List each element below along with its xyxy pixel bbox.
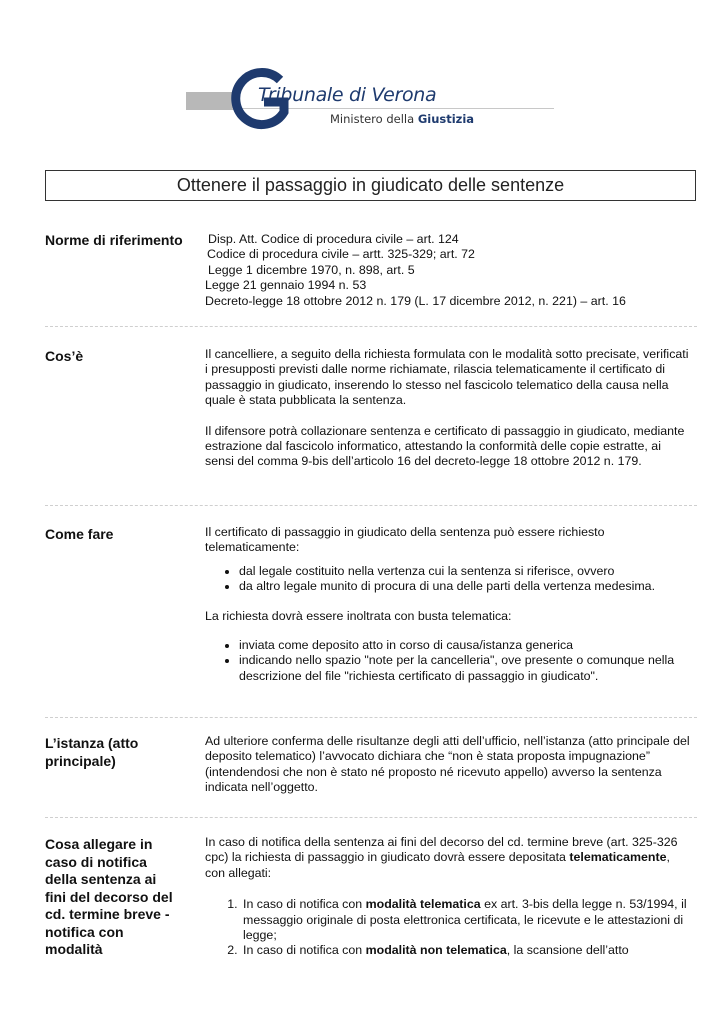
- section-content-istanza: [205, 734, 700, 796]
- norme-line: Legge 1 dicembre 1970, n. 898, art. 5: [208, 262, 415, 277]
- brand-subtitle: Ministero della Giustizia: [330, 112, 475, 126]
- section-content-cose: [205, 347, 691, 470]
- page-title: [45, 170, 696, 201]
- section-divider: [45, 505, 697, 506]
- section-label-cose: Cos’è: [45, 348, 84, 364]
- tribunale-logo: [186, 68, 556, 138]
- section-divider: [45, 817, 697, 818]
- norme-line: Disp. Att. Codice di procedura civile – art. 124: [208, 232, 459, 246]
- allegare-intro: In caso di notifica della sentenza ai fini del decorso del cd. termine breve (art. 325-326 cpc) la richiesta di passaggio in giudicato dovrà essere depositata telematicamente, con allegati:: [205, 835, 678, 880]
- section-content-allegare: [205, 835, 687, 959]
- section-label-norme: Norme di riferimento: [45, 232, 183, 248]
- cose-paragraph: Il cancelliere, a seguito della richiesta formulata con le modalità sotto precisate, verificati i presupposti previsti dalle norme richiamate, rilascia telematicamente il certificato di passaggio in giudicato, inserendo lo stesso nel fascicolo telematico della causa nella quale è stata pubblicata la sentenza.: [205, 347, 689, 408]
- list-item: 2. In caso di notifica con modalità non telematica, la scansione dell’atto: [241, 943, 687, 958]
- section-content-come-fare: [205, 525, 700, 692]
- come-fare-intro: Il certificato di passaggio in giudicato della sentenza può essere richiesto telematicamente:: [205, 525, 605, 555]
- list-item: • dal legale costituito nella vertenza cui la sentenza si riferisce, ovvero: [239, 564, 700, 579]
- come-fare-list-1: [205, 564, 700, 595]
- list-item: • indicando nello spazio "note per la cancelleria", ove presente o comunque nella descrizione del file "richiesta certificato di passaggio in giudicato".: [239, 653, 700, 684]
- come-fare-middle: La richiesta dovrà essere inoltrata con busta telematica:: [205, 608, 512, 623]
- section-divider: [45, 326, 697, 327]
- section-label-istanza: L’istanza (atto principale): [45, 735, 139, 769]
- section-label-allegare: Cosa allegare in caso di notifica della sentenza ai fini del decorso del cd. termine breve - notifica con modalità: [45, 836, 173, 957]
- come-fare-list-2: [205, 638, 700, 684]
- list-item: 1. In caso di notifica con modalità telematica ex art. 3-bis della legge n. 53/1994, il messaggio originale di posta elettronica certificata, le ricevute e le attestazioni di legge;: [241, 897, 687, 943]
- page-title-text: Ottenere il passaggio in giudicato delle sentenze: [176, 175, 565, 195]
- norme-line: Legge 21 gennaio 1994 n. 53: [205, 278, 367, 293]
- norme-line: Codice di procedura civile – artt. 325-329; art. 72: [207, 247, 475, 262]
- allegare-list: [205, 897, 687, 959]
- list-item: • inviata come deposito atto in corso di causa/istanza generica: [239, 638, 700, 653]
- norme-line: Decreto-legge 18 ottobre 2012 n. 179 (L. 17 dicembre 2012, n. 221) – art. 16: [205, 293, 626, 308]
- list-item: • da altro legale munito di procura di una delle parti della vertenza medesima.: [239, 579, 700, 594]
- cose-paragraph: Il difensore potrà collazionare sentenza e certificato di passaggio in giudicato, mediante estrazione dal fascicolo informatico, attestando la conformità delle copie estratte, ai sensi del comma 9-bis dell’articolo 16 del decreto-legge 18 ottobre 2012 n. 179.: [205, 423, 685, 469]
- istanza-text: Ad ulteriore conferma delle risultanze degli atti dell’ufficio, nell’istanza (atto principale del deposito telematico) l’avvocato dichiara che “non è stata proposta impugnazione” (intendendosi che non è stato né proposto né ricevuto appello) avverso la sentenza indicata nell’oggetto.: [205, 734, 690, 795]
- section-divider: [45, 717, 697, 718]
- brand-title: Tribunale di Verona: [258, 84, 437, 106]
- section-content-norme: [205, 232, 700, 309]
- section-label-come-fare: Come fare: [45, 526, 114, 542]
